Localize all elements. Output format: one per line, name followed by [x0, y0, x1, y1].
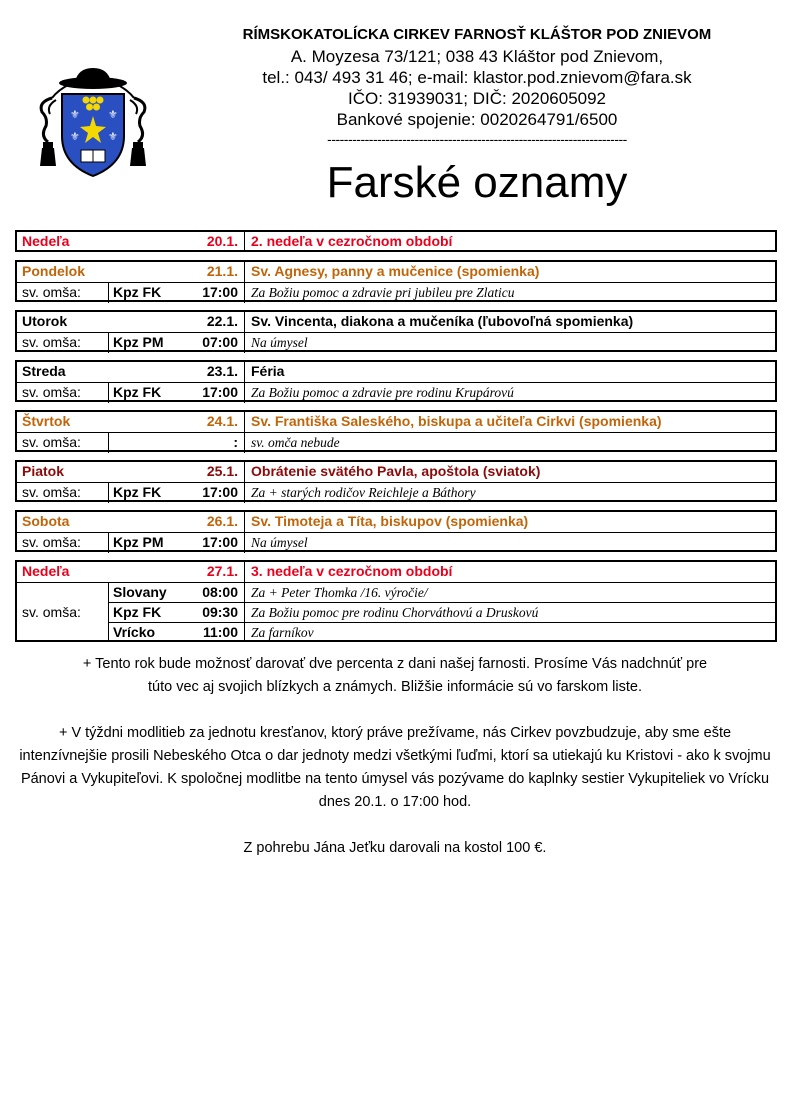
- mass-label: sv. omša:: [17, 383, 109, 403]
- mass-intention: Za Božiu pomoc a zdravie pre rodinu Krupárovú: [251, 385, 514, 400]
- mass-place: Kpz FK: [113, 384, 162, 400]
- mass-row: [109, 622, 775, 642]
- parish-name: RÍMSKOKATOLÍCKA CIRKEV FARNOSŤ KLÁŠTOR POD ZNIEVOM: [242, 26, 712, 43]
- mass-row: [109, 583, 775, 602]
- day-date: 25.1.: [109, 462, 245, 482]
- mass-label: sv. omša:: [17, 433, 109, 453]
- mass-intention: sv. omča nebude: [251, 435, 340, 450]
- mass-intention: Za + starých rodičov Reichleje a Báthory: [251, 485, 476, 500]
- mass-label: sv. omša:: [17, 333, 109, 353]
- mass-time: 07:00: [185, 333, 245, 353]
- day-feast: Sv. Timoteja a Títa, biskupov (spomienka): [251, 513, 529, 529]
- day-date: 23.1.: [109, 362, 245, 382]
- header-separator: ------------------------------------------------------------------------: [327, 131, 627, 147]
- svg-text:⚜: ⚜: [70, 130, 80, 143]
- mass-intention: Na úmysel: [251, 335, 308, 350]
- mass-time: 08:00: [185, 583, 245, 602]
- day-date: 24.1.: [109, 412, 245, 432]
- mass-place: Kpz FK: [113, 604, 162, 620]
- mass-time: 17:00: [185, 483, 245, 503]
- parish-crest-logo: [30, 66, 156, 178]
- page-title: Farské oznamy: [326, 158, 628, 207]
- parish-address: A. Moyzesa 73/121; 038 43 Kláštor pod Znievom,: [290, 47, 664, 66]
- svg-text:⚜: ⚜: [108, 108, 118, 121]
- mass-label: sv. omša:: [17, 283, 109, 303]
- day-name: Streda: [22, 363, 66, 379]
- mass-time: 17:00: [185, 383, 245, 403]
- parish-ids: IČO: 31939031; DIČ: 2020605092: [347, 89, 607, 108]
- parish-contact: tel.: 043/ 493 31 46; e-mail: klastor.pod.znievom@fara.sk: [262, 68, 692, 87]
- mass-intention: Za farníkov: [251, 625, 314, 640]
- day-date: 20.1.: [109, 232, 245, 252]
- mass-time: 17:00: [185, 283, 245, 303]
- mass-place: Kpz FK: [113, 484, 162, 500]
- mass-place: Kpz PM: [113, 534, 164, 550]
- mass-label: sv. omša:: [17, 583, 109, 641]
- mass-intention: Na úmysel: [251, 535, 308, 550]
- mass-place: Vrícko: [113, 624, 156, 640]
- mass-time: 17:00: [185, 533, 245, 553]
- mass-row: [109, 602, 775, 622]
- day-block-saturday: [15, 510, 777, 552]
- day-date: 27.1.: [109, 562, 245, 582]
- day-feast: 3. nedeľa v cezročnom období: [251, 563, 453, 579]
- svg-text:⚜: ⚜: [70, 108, 80, 121]
- day-feast: Sv. Františka Saleského, biskupa a učiteľa Cirkvi (spomienka): [251, 413, 662, 429]
- svg-text:⚜: ⚜: [108, 130, 118, 143]
- day-name: Piatok: [22, 463, 65, 479]
- day-name: Utorok: [22, 313, 68, 329]
- mass-time: :: [109, 433, 245, 453]
- mass-intention: Za Božiu pomoc pre rodinu Chorváthovú a Druskovú: [251, 605, 539, 620]
- parish-bank: Bankové spojenie: 0020264791/6500: [336, 110, 618, 129]
- mass-place: Slovany: [113, 584, 167, 600]
- day-block-tuesday: [15, 310, 777, 352]
- mass-place: Kpz FK: [113, 284, 162, 300]
- mass-intention: Za + Peter Thomka /16. výročie/: [251, 585, 428, 600]
- day-feast: Obrátenie svätého Pavla, apoštola (sviatok): [251, 463, 541, 479]
- day-date: 26.1.: [109, 512, 245, 532]
- mass-intention: Za Božiu pomoc a zdravie pri jubileu pre Zlaticu: [251, 285, 515, 300]
- day-block-wednesday: [15, 360, 777, 402]
- day-feast: Sv. Vincenta, diakona a mučeníka (ľubovoľná spomienka): [251, 313, 634, 329]
- day-block-sunday-20: [15, 230, 777, 252]
- day-feast: Féria: [251, 363, 285, 379]
- day-block-sunday-27: [15, 560, 777, 642]
- day-name: Štvrtok: [22, 413, 71, 429]
- day-date: 22.1.: [109, 312, 245, 332]
- day-name: Nedeľa: [22, 233, 70, 249]
- day-feast: Sv. Agnesy, panny a mučenice (spomienka): [251, 263, 540, 279]
- mass-label: sv. omša:: [17, 533, 109, 553]
- day-name: Pondelok: [22, 263, 86, 279]
- day-block-thursday: [15, 410, 777, 452]
- mass-label: sv. omša:: [17, 483, 109, 503]
- mass-place: Kpz PM: [113, 334, 164, 350]
- mass-time: 11:00: [185, 623, 245, 642]
- day-block-friday: [15, 460, 777, 502]
- day-feast: 2. nedeľa v cezročnom období: [251, 233, 453, 249]
- mass-time: 09:30: [185, 603, 245, 622]
- day-name: Nedeľa: [22, 563, 70, 579]
- note-two-percent: + Tento rok bude možnosť darovať dve percenta z dani našej farnosti. Prosíme Vás nadchnúť pre túto vec aj svojich blízkych a známych. Bližšie informácie sú vo farskom liste.: [82, 656, 708, 695]
- day-block-monday: [15, 260, 777, 302]
- day-name: Sobota: [22, 513, 70, 529]
- note-funeral-donation: Z pohrebu Jána Jeťku darovali na kostol 100 €.: [243, 840, 547, 856]
- note-unity-prayer: + V týždni modlitieb za jednotu kresťanov, ktorý práve prežívame, nás Cirkev povzbudzuje, aby sme ešte intenzívnejšie prosili Nebeského Otca o dar jednoty medzi všetkými ľuďmi, ktorí sa utiekajú ku Kristovi - ako k svojmu Pánovi a Vykupiteľovi. K spoločnej modlitbe na tento úmysel vás pozývame do kaplnky sestier Vykupiteliek vo Vrícku dnes 20.1. o 17:00 hod.: [19, 725, 771, 810]
- parish-header: [188, 24, 766, 148]
- day-date: 21.1.: [109, 262, 245, 282]
